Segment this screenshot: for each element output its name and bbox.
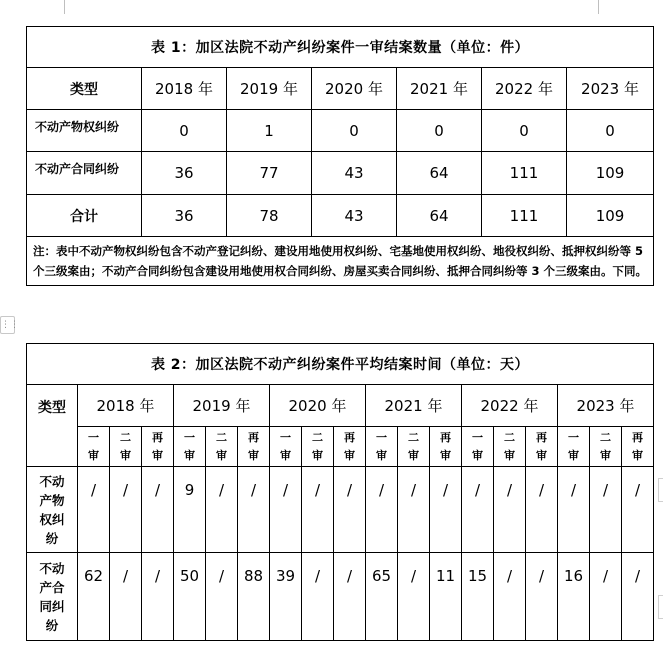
table-2-instance-header <box>78 427 110 467</box>
row-label-line: 产物 <box>39 492 65 508</box>
row-label-line: 产合 <box>39 579 65 595</box>
table-2-cell: / <box>238 467 270 553</box>
table-2-cell: / <box>110 553 142 641</box>
table-2-instance-header <box>558 427 590 467</box>
table-2-cell: / <box>622 553 654 641</box>
table-2-cell: 16 <box>558 553 590 641</box>
table-1-year-header: 2021 年 <box>397 68 482 110</box>
table-2-instance-header <box>366 427 398 467</box>
instance-char: 审 <box>568 448 579 462</box>
table-2-row-label <box>27 553 78 641</box>
instance-char: 一 <box>376 430 387 444</box>
table-2-cell: / <box>142 553 174 641</box>
table-1-year-header: 2019 年 <box>227 68 312 110</box>
table-2-instance-header <box>110 427 142 467</box>
instance-char: 审 <box>472 448 483 462</box>
row-label-line: 纷 <box>45 617 59 633</box>
table-2-instance-header <box>462 427 494 467</box>
table-2-title: 表 2：加区法院不动产纠纷案件平均结案时间（单位：天） <box>27 344 654 385</box>
table-1-cell: 0 <box>482 110 567 152</box>
table-1-cell: 0 <box>142 110 227 152</box>
table-2-instance-header <box>398 427 430 467</box>
table-2-year-header: 2021 年 <box>366 385 462 427</box>
table-1-year-header: 2022 年 <box>482 68 567 110</box>
table-2-type-header: 类型 <box>27 385 78 467</box>
table-1-cell: 109 <box>567 195 654 237</box>
table-2-cell: 65 <box>366 553 398 641</box>
table-1-cell: 111 <box>482 152 567 195</box>
table-2-year-header: 2020 年 <box>270 385 366 427</box>
table-2-cell: / <box>334 467 366 553</box>
instance-char: 审 <box>536 448 547 462</box>
table-2-row-label <box>27 467 78 553</box>
instance-char: 二 <box>216 430 227 444</box>
table-2-cell: / <box>206 553 238 641</box>
instance-char: 一 <box>568 430 579 444</box>
instance-char: 审 <box>440 448 451 462</box>
table-2-cell: / <box>270 467 302 553</box>
instance-char: 审 <box>152 448 163 462</box>
table-1-cell: 0 <box>397 110 482 152</box>
table-2-cell: / <box>590 467 622 553</box>
table-2-cell: 50 <box>174 553 206 641</box>
instance-char: 审 <box>632 448 643 462</box>
instance-char: 审 <box>376 448 387 462</box>
table-move-handle-icon[interactable]: ⋮⋮ <box>0 316 15 334</box>
table-2-cell: / <box>398 553 430 641</box>
table-2-cell: / <box>494 553 526 641</box>
instance-char: 审 <box>216 448 227 462</box>
table-2-cell: / <box>398 467 430 553</box>
table-1-title: 表 1：加区法院不动产纠纷案件一审结案数量（单位：件） <box>27 27 654 68</box>
page-corner-mark-left <box>64 0 65 14</box>
table-2-cell: 62 <box>78 553 110 641</box>
instance-char: 再 <box>536 430 547 444</box>
instance-char: 审 <box>504 448 515 462</box>
table-1-cell: 36 <box>142 152 227 195</box>
instance-char: 二 <box>600 430 611 444</box>
table-1-type-header: 类型 <box>27 68 142 110</box>
scroll-marker <box>658 595 663 619</box>
table-2-instance-header <box>142 427 174 467</box>
table-2-cell: 15 <box>462 553 494 641</box>
table-2-instance-header <box>622 427 654 467</box>
table-1-cell: 43 <box>312 152 397 195</box>
table-2-instance-header <box>270 427 302 467</box>
instance-char: 二 <box>312 430 323 444</box>
row-label-line: 纷 <box>45 530 59 546</box>
instance-char: 一 <box>88 430 99 444</box>
table-2-year-header: 2019 年 <box>174 385 270 427</box>
table-1-row-label: 不动产物权纠纷 <box>27 110 142 152</box>
instance-char: 再 <box>632 430 643 444</box>
row-label-line: 同纠 <box>39 598 65 614</box>
table-2-instance-header <box>238 427 270 467</box>
table-1-cell: 78 <box>227 195 312 237</box>
instance-char: 二 <box>120 430 131 444</box>
row-label-line: 权纠 <box>39 511 65 527</box>
table-2-cell: / <box>622 467 654 553</box>
table-2-cell: / <box>366 467 398 553</box>
table-2-year-header: 2023 年 <box>558 385 654 427</box>
table-2-cell: / <box>302 467 334 553</box>
table-1-cell: 36 <box>142 195 227 237</box>
table-1-year-header: 2018 年 <box>142 68 227 110</box>
table-1-cell: 109 <box>567 152 654 195</box>
instance-char: 审 <box>248 448 259 462</box>
table-2-cell: / <box>334 553 366 641</box>
table-2-instance-header <box>590 427 622 467</box>
table-1-row-label: 不动产合同纠纷 <box>27 152 142 195</box>
table-2-cell: 88 <box>238 553 270 641</box>
table-2-cell: / <box>526 553 558 641</box>
table-1-cell: 0 <box>567 110 654 152</box>
scroll-marker <box>658 478 663 502</box>
table-2-cell: / <box>430 467 462 553</box>
table-1 <box>26 26 654 286</box>
table-2-instance-header <box>430 427 462 467</box>
instance-char: 审 <box>88 448 99 462</box>
table-2-instance-header <box>206 427 238 467</box>
table-2-cell: / <box>526 467 558 553</box>
table-2-cell: / <box>494 467 526 553</box>
instance-char: 二 <box>408 430 419 444</box>
instance-char: 一 <box>472 430 483 444</box>
table-2-instance-header <box>174 427 206 467</box>
instance-char: 审 <box>184 448 195 462</box>
instance-char: 审 <box>280 448 291 462</box>
table-2 <box>26 343 654 641</box>
table-1-cell: 77 <box>227 152 312 195</box>
table-2-instance-header <box>526 427 558 467</box>
table-1-year-header: 2020 年 <box>312 68 397 110</box>
instance-char: 二 <box>504 430 515 444</box>
table-2-cell: / <box>206 467 238 553</box>
instance-char: 一 <box>280 430 291 444</box>
instance-char: 再 <box>152 430 163 444</box>
table-1-cell: 64 <box>397 195 482 237</box>
instance-char: 再 <box>248 430 259 444</box>
table-2-cell: 39 <box>270 553 302 641</box>
table-1-cell: 43 <box>312 195 397 237</box>
table-1-cell: 64 <box>397 152 482 195</box>
instance-char: 再 <box>344 430 355 444</box>
table-2-cell: / <box>110 467 142 553</box>
instance-char: 审 <box>408 448 419 462</box>
instance-char: 再 <box>440 430 451 444</box>
table-1-note: 注：表中不动产物权纠纷包含不动产登记纠纷、建设用地使用权纠纷、宅基地使用权纠纷、地役权纠纷、抵押权纠纷等 5 个三级案由；不动产合同纠纷包含建设用地使用权合同纠纷、房屋买卖合同纠纷、抵押合同纠纷等 3 个三级案由。下同。 <box>27 237 654 286</box>
table-2-cell: / <box>462 467 494 553</box>
table-1-cell: 0 <box>312 110 397 152</box>
instance-char: 一 <box>184 430 195 444</box>
table-2-cell: 9 <box>174 467 206 553</box>
table-2-cell: / <box>142 467 174 553</box>
row-label-line: 不动 <box>39 473 65 489</box>
instance-char: 审 <box>120 448 131 462</box>
table-2-cell: / <box>78 467 110 553</box>
page-corner-mark-right <box>598 0 599 14</box>
table-1-total-label: 合计 <box>27 195 142 237</box>
table-2-cell: 11 <box>430 553 462 641</box>
instance-char: 审 <box>344 448 355 462</box>
instance-char: 审 <box>600 448 611 462</box>
row-label-line: 不动 <box>39 560 65 576</box>
table-2-year-header: 2022 年 <box>462 385 558 427</box>
instance-char: 审 <box>312 448 323 462</box>
table-2-cell: / <box>558 467 590 553</box>
table-1-cell: 111 <box>482 195 567 237</box>
table-1-year-header: 2023 年 <box>567 68 654 110</box>
table-2-year-header: 2018 年 <box>78 385 174 427</box>
table-2-instance-header <box>302 427 334 467</box>
table-2-cell: / <box>302 553 334 641</box>
table-1-cell: 1 <box>227 110 312 152</box>
table-2-instance-header <box>334 427 366 467</box>
table-2-cell: / <box>590 553 622 641</box>
table-2-instance-header <box>494 427 526 467</box>
